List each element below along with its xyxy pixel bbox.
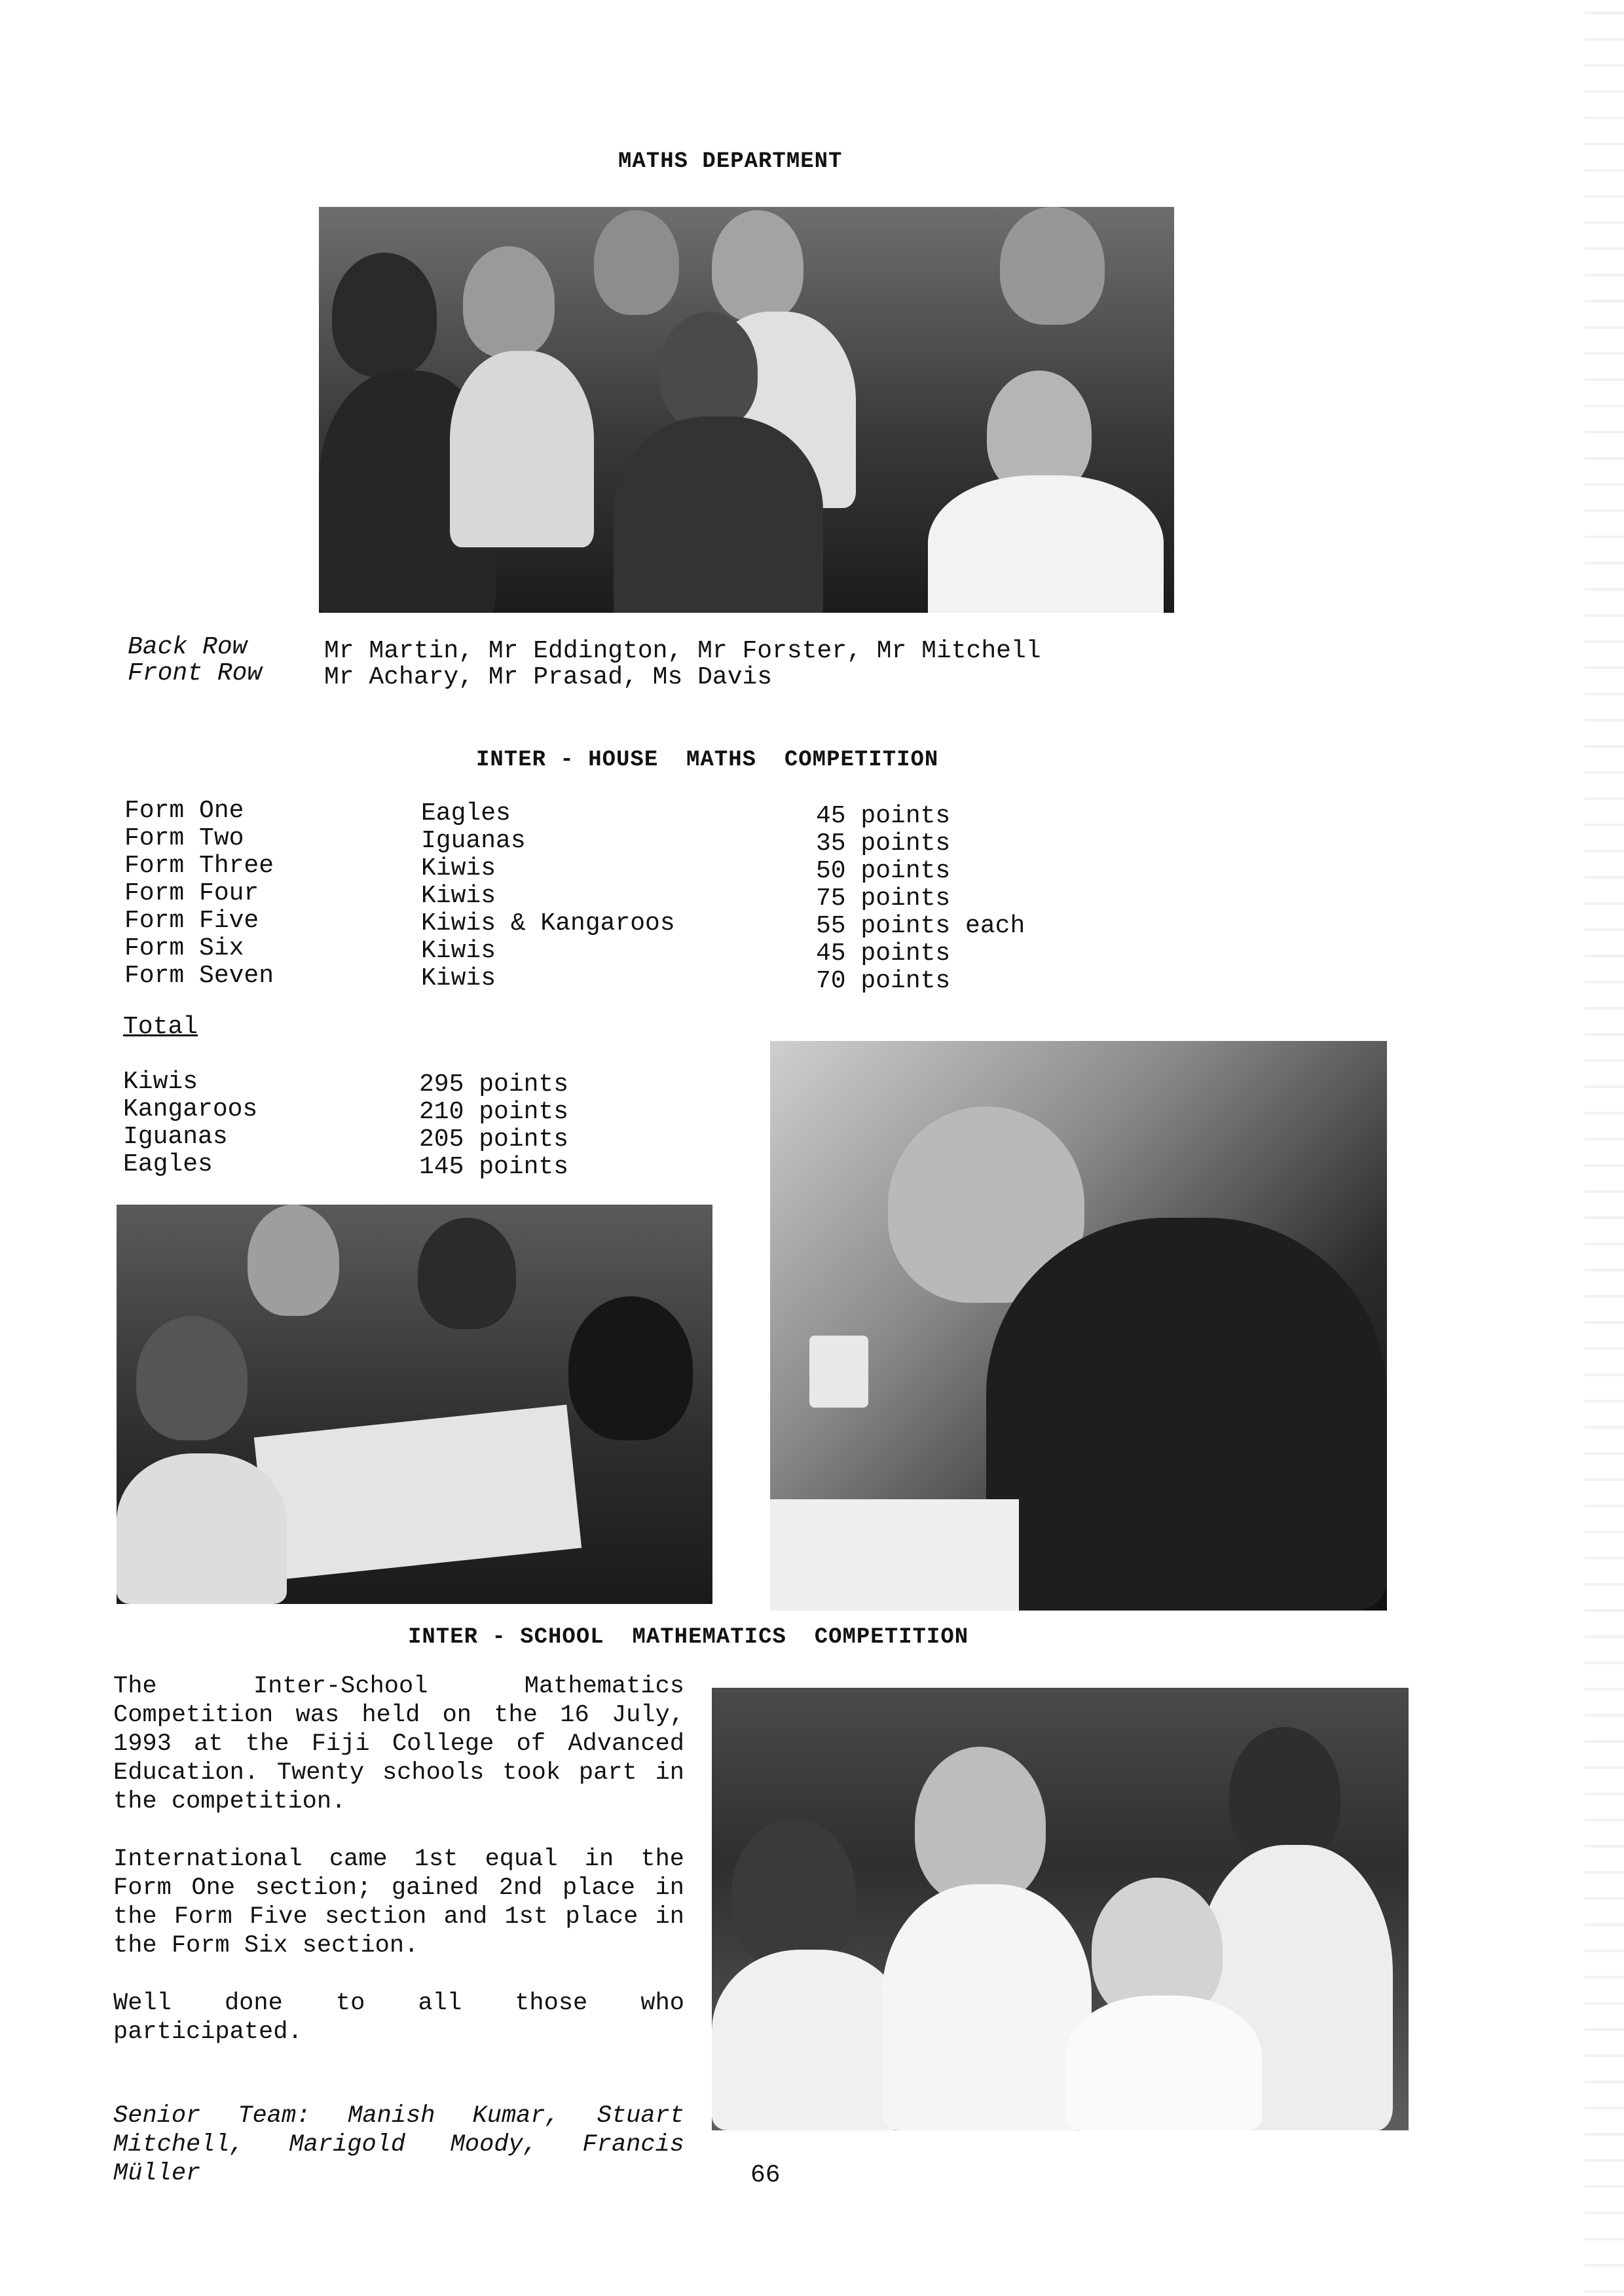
result-house: Eagles: [421, 799, 511, 828]
result-house: Kiwis: [421, 882, 496, 910]
total-house: Eagles: [123, 1150, 213, 1178]
back-row-label: Back Row: [128, 633, 248, 661]
result-points: 50 points: [816, 857, 951, 885]
inter-house-heading: INTER - HOUSE MATHS COMPETITION: [476, 748, 939, 773]
result-form: Form One: [124, 797, 244, 825]
result-house: Kiwis: [421, 964, 496, 993]
result-house: Iguanas: [421, 827, 526, 855]
paragraph: International came 1st equal in the Form One section; gained 2nd place in the Form Five section and 1st place in the Form Six section.: [113, 1846, 684, 1959]
inter-school-heading: INTER - SCHOOL MATHEMATICS COMPETITION: [408, 1625, 969, 1650]
result-points: 70 points: [816, 967, 951, 995]
results-house-column: [421, 800, 675, 993]
result-house: Kiwis: [421, 937, 496, 965]
results-form-column: [124, 797, 274, 990]
paragraph: The Inter-School Mathematics Competition was held on the 16 July, 1993 at the Fiji College of Advanced Education. Twenty schools took part in the competition.: [113, 1673, 684, 1815]
total-points: 145 points: [419, 1153, 569, 1181]
scan-edge: [1585, 0, 1624, 2296]
result-points: 45 points: [816, 939, 951, 968]
result-form: Form Four: [124, 879, 259, 907]
result-house: Kiwis: [421, 854, 496, 883]
total-house: Iguanas: [123, 1123, 228, 1151]
total-points: 205 points: [419, 1125, 569, 1154]
result-form: Form Two: [124, 824, 244, 852]
result-points: 35 points: [816, 829, 951, 858]
result-form: Form Six: [124, 934, 244, 962]
students-working-photo: [117, 1205, 712, 1604]
result-form: Form Seven: [124, 962, 274, 990]
total-points: 295 points: [419, 1070, 569, 1099]
inter-school-text: [113, 1672, 684, 2188]
senior-team: Senior Team: Manish Kumar, Stuart Mitchell, Marigold Moody, Francis Müller: [113, 2102, 684, 2187]
page-number: 66: [750, 2161, 781, 2189]
result-points: 55 points each: [816, 912, 1025, 940]
total-house: Kiwis: [123, 1068, 198, 1096]
paragraph: Well done to all those who participated.: [113, 1990, 684, 2046]
front-row-label: Front Row: [128, 659, 263, 687]
total-house: Kangaroos: [123, 1095, 258, 1123]
result-points: 45 points: [816, 802, 951, 830]
results-points-column: [816, 803, 1025, 995]
result-form: Form Five: [124, 907, 259, 935]
senior-team-photo: [712, 1688, 1409, 2130]
competition-marking-photo: [770, 1041, 1387, 1611]
totals-house-column: [123, 1068, 257, 1178]
result-points: 75 points: [816, 884, 951, 913]
total-label: Total: [123, 1013, 198, 1041]
page-title: MATHS DEPARTMENT: [618, 149, 843, 174]
result-house: Kiwis & Kangaroos: [421, 909, 675, 938]
result-form: Form Three: [124, 852, 274, 880]
front-row-names: Mr Achary, Mr Prasad, Ms Davis: [324, 663, 773, 691]
staff-photo: [319, 207, 1174, 613]
back-row-names: Mr Martin, Mr Eddington, Mr Forster, Mr Mitchell: [324, 637, 1041, 665]
total-points: 210 points: [419, 1098, 569, 1126]
totals-points-column: [419, 1071, 568, 1181]
